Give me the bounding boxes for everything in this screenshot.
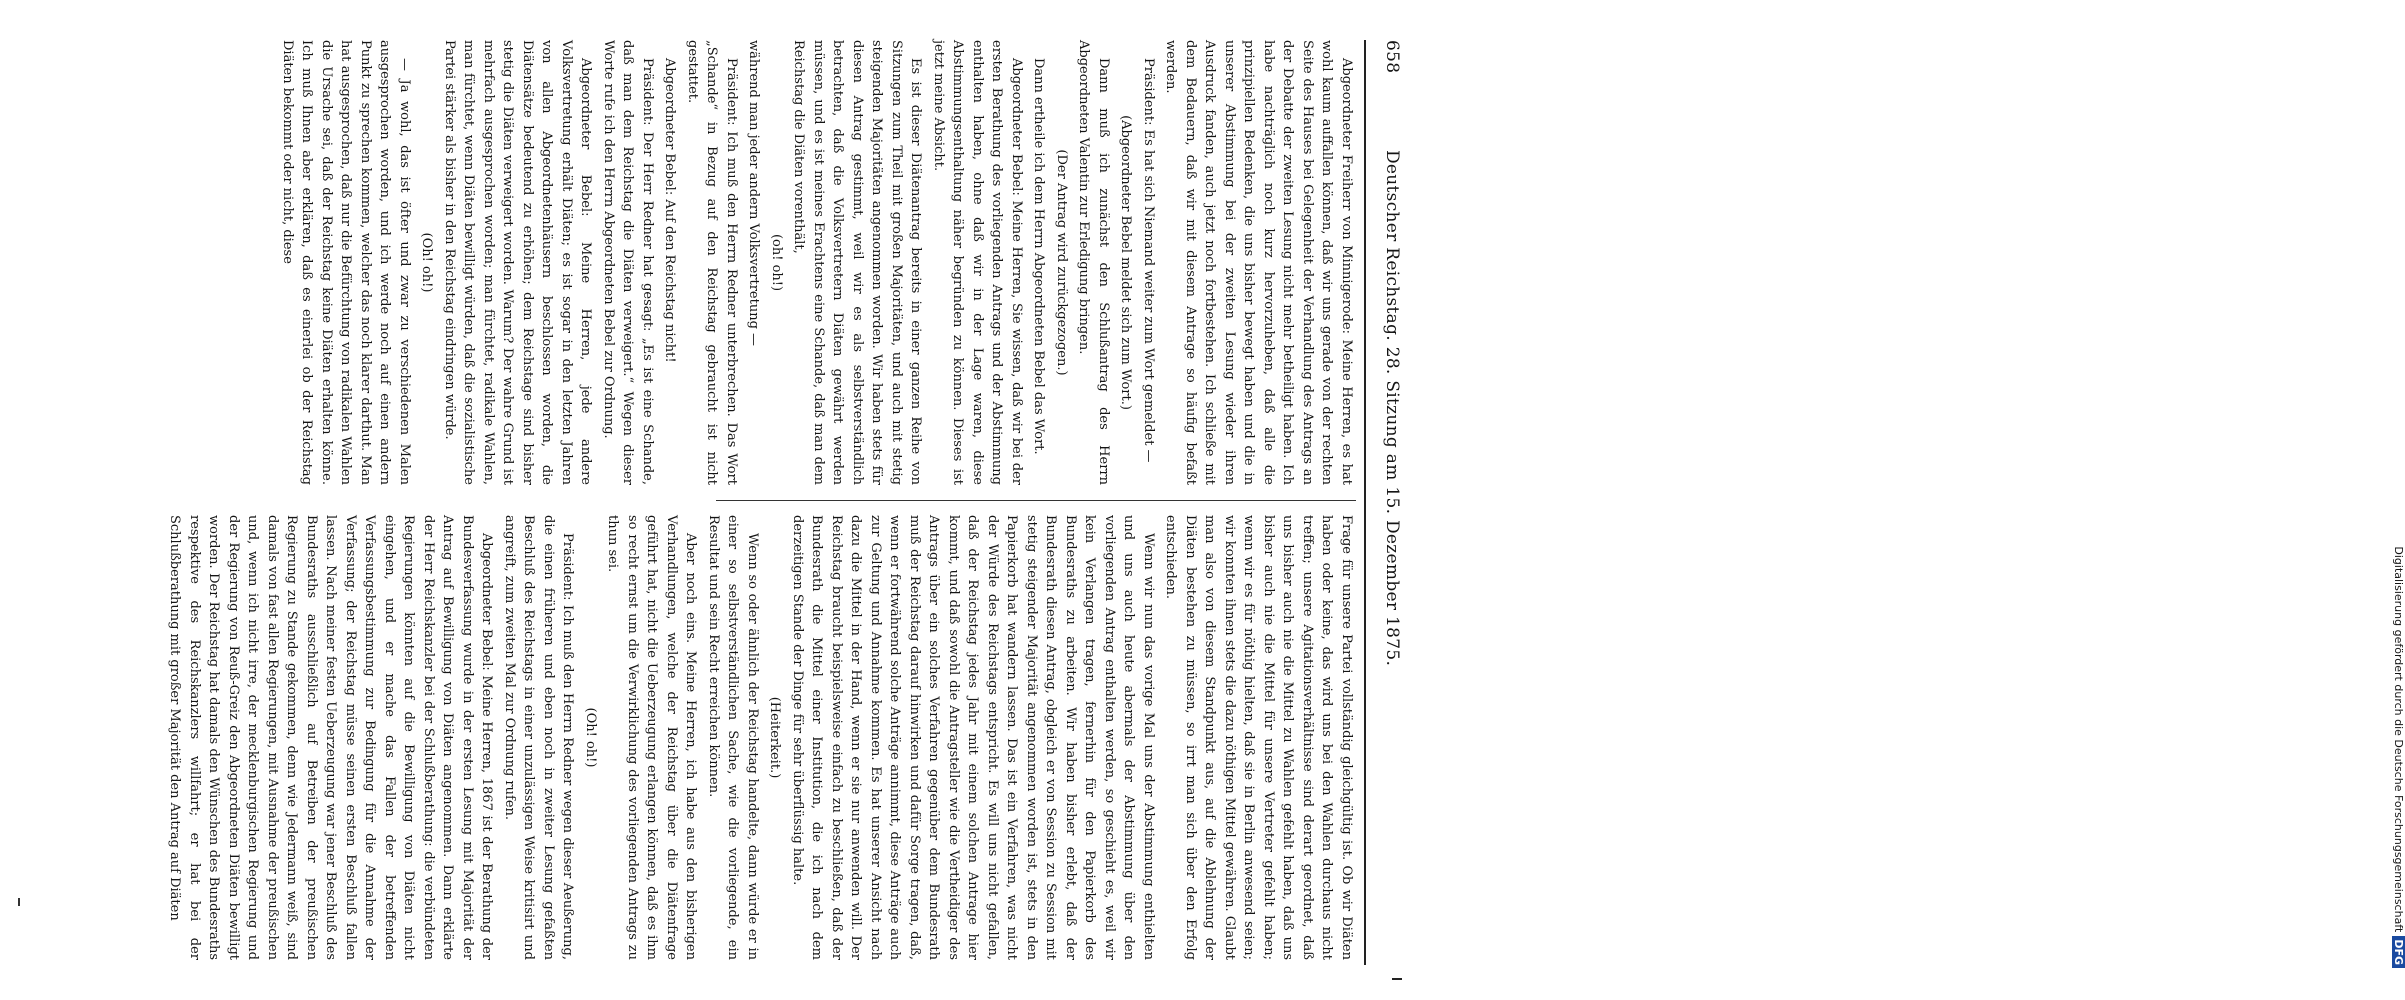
interjection: (Oh! oh!) [583, 707, 598, 768]
paragraph: Abgeordneter Bebel: Meine Herren, Sie wissen, daß wir bei der ersten Berathung des vorliegenden Antrags und der Abstimmung enthalten haben, ohne daß wir in der Lage waren, diese Abstimmungsenthaltung näher begründen zu können. Dieses ist jetzt meine Absicht. [931, 40, 1024, 485]
paragraph: Abgeordneter Bebel: Meine Herren, jede andere Volksvertretung erhält Diäten; es ist sogar in den letzten Jahren von allen Abgeordnetenhäusern beschlossen worden, die Diätensätze bedeutend zu erhöhen; dem Reichstage sind bisher stetig die Diäten verweigert worden. Warum? Der wahre Grund ist mehrfach ausgesprochen worden; man fürchtet, radikale Wahlen, man fürchtet, wenn Diäten bewilligt würden, daß die sozialistische Partei stärker als bisher in den Reichstag eindringen würde. [442, 40, 594, 485]
paragraph: Wenn wir nun das vorige Mal uns der Abstimmung enthielten und uns auch heute abermals der Abstimmung über den vorliegenden Antrag enthalten werden, so geschieht es, weil wir kein Verlangen tragen, fernerhin für den Papierkorb des Bundesraths zu arbeiten. Wir haben bisher erlebt, daß der Bundesrath diesen Antrag, obgleich er von Session zu Session mit stetig steigender Majorität angenommen worden ist, stets in den Papierkorb hat wandern lassen. Das ist ein Verfahren, was nicht der Würde des Reichstags entspricht. Es will uns nicht gefallen, daß der Reichstag jedes Jahr mit einem solchen Antrage hier kommt, und daß sowohl die Antragsteller wie die Vertheidiger des Antrags über ein solches Verfahren gegenüber dem Bundesrath muß der Reichstag darauf hinwirken und dafür Sorge tragen, daß, wenn er fortwährend solche Anträge annimmt, diese Anträge auch zur Geltung und Annahme kommen. Es hat unserer Ansicht nach dazu die Mittel in der Hand, wenn er sie nur anwenden will. Der Reichstag braucht beispielsweise einfach zu beschließen, daß der Bundesrath die Mittel einer Institution, die ich nach dem derzeitigen Stande der Dinge für sehr überflüssig halte. [790, 515, 1156, 960]
left-column [280, 40, 1356, 485]
dfg-logo: DFG [2392, 936, 2405, 968]
paragraph: Abgeordneter Freiherr von Minnigerode: Meine Herren, es hat wohl kaum auffallen können, daß wir uns gerade von der rechten Seite des Hauses bei Gelegenheit der Verhandlung des Antrags an der Debatte der zweiten Lesung nicht mehr betheiligt haben. Ich habe nachträglich noch kurz hervorzuheben, daß alle die prinzipiellen Bedenken, die uns bisher bewegt haben und die in unserer Abstimmung bei der zweiten Lesung wieder ihren Ausdruck fanden, auch jetzt noch fortbestehen. Ich schließe mit dem Bedauern, daß wir mit diesem Antrage so häufig befaßt werden. [1163, 40, 1354, 485]
paragraph: Abgeordneter Bebel: Meine Herren, 1867 ist der Berathung der Bundesverfassung wurde in der ersten Lesung mit Majorität der Antrag auf Bewilligung von Diäten angenommen. Dann erklärte der Herr Reichskanzler bei der Schlußberathung: die verbündeten Regierungen könnten auf die Bewilligung von Diäten nicht eingehen, und er mache das Fallen der betreffenden Verfassungsbestimmung zur Bedingung für die Annahme der Verfassung; der Reichstag müsse seinen ersten Beschluß fallen lassen. Nach meiner festen Ueberzeugung war jener Beschluß des Bundesraths ausschließlich auf Betreiben der preußischen Regierung zu Stande gekommen, denn wie Jedermann weiß, sind damals von fast allen Regierungen, mit Ausnahme der preußischen und, wenn ich nicht irre, der mecklenburgischen Regierung und der Regierung von Reuß-Greiz den Abgeordneten Diäten bewilligt worden. Der Reichstag hat damals den Wünschen des Bundesraths respektive des Reichskanzlers willfahrt; er hat bei der Schlußberathung mit großer Majorität den Antrag auf Diäten [167, 515, 495, 960]
paragraph: Dann ertheile ich dem Herrn Abgeordneten Bebel das Wort. [1031, 58, 1047, 455]
interjection: (Heiterkeit.) [767, 696, 783, 779]
stamp-text: Digitalisierung gefördert durch die Deutsche Forschungsgemeinschaft [2392, 546, 2405, 933]
paragraph: Es ist dieser Diätenantrag bereits in einer ganzen Reihe von Sitzungen zum Theil mit großen Majoritäten, und auch mit stetig steigenden Majoritäten angenommen worden. Wir haben stets für diesen Antrag gestimmt, weil wir es als selbstverständlich betrachten, daß die Volksvertretern Diäten gewährt werden müssen, und es ist meines Erachtens eine Schande, daß man dem Reichstag die Diäten vorenthält, [791, 40, 924, 485]
paragraph: Präsident: Der Herr Redner hat gesagt: „Es ist eine Schande, daß man dem Reichstag die Diäten verweigert.“ Wegen dieser Worte rufe ich den Herrn Abgeordneten Bebel zur Ordnung. [601, 40, 655, 485]
interjection: (oh! oh!) [769, 233, 784, 292]
header-rule [1364, 40, 1366, 965]
running-title: Deutscher Reichstag. 28. Sitzung am 15. Dezember 1875. [1382, 150, 1402, 667]
digitization-stamp [1405, 8, 2405, 988]
paragraph: — Ja wohl, das ist öfter und zwar zu verschiedenen Malen ausgesprochen worden, und ich werde noch auf einen andern Punkt zu sprechen kommen, welcher das noch klarer darthut. Man hat ausgesprochen, daß nur die Befürchtung von radikalen Wahlen die Ursache sei, daß der Reichstag keine Diäten erhalten könne. Ich muß Ihnen aber erklären, daß es einerlei ob der Reichstag Diäten bekommt oder nicht, diese [280, 40, 412, 485]
page-number: 658 [1382, 40, 1402, 74]
paragraph: Frage für unsere Partei vollständig gleichgültig ist. Ob wir Diäten haben oder keine, das wird uns bei den Wahlen durchaus nicht treffen; unsere Agitationsverhältnisse sind derart geordnet, daß uns bisher auch nie die Mittel zu Wahlen gefehlt haben, daß uns bisher auch nie die Mittel für unsere Vertreter gefehlt haben; wenn wir es für nöthig hielten, daß sie in Berlin anwesend seien; wir konnten ihnen stets die dazu nöthigen Mittel gewähren. Glaubt man also von diesem Standpunkt aus, auf die Ablehnung der Diäten bestehen zu müssen, so irrt man sich über den Erfolg entschieden. [1163, 515, 1354, 960]
paragraph: während man jeder andern Volksvertretung — [746, 40, 762, 347]
paragraph: Dann muß ich zunächst den Schlußantrag des Herrn Abgeordneten Valentin zur Erledigung bringen. [1076, 40, 1111, 485]
stage-direction: (Abgeordneter Bebel meldet sich zum Wort.) [1118, 115, 1134, 410]
pencil-mark [18, 898, 20, 906]
paragraph: Wenn so oder ähnlich der Reichstag handelte, dann würde er in einer so selbstverständlichen Sache, wie die vorliegende, ein Resultat und sein Recht erreichen können. [706, 515, 760, 960]
right-column [167, 515, 1356, 960]
paragraph: Präsident: Ich muß den Herrn Redner unterbrechen. Das Wort „Schande“ in Bezug auf den Reichstag gebraucht ist nicht gestattet. [685, 40, 739, 485]
interjection: (Oh! oh!) [419, 232, 435, 293]
stage-direction: (Der Antrag wird zurückgezogen.) [1054, 149, 1069, 376]
paragraph: Präsident: Es hat sich Niemand weiter zum Wort gemeldet — [1141, 58, 1156, 463]
paragraph: Abgeordneter Bebel: Auf den Reichstag nicht! [662, 58, 678, 363]
paragraph: Aber noch eins. Meine Herren, ich habe aus den bisherigen Verhandlungen, welche der Reichstag über die Diätenfrage geführt hat, nicht die Ueberzeugung erlangen können, daß es ihm so recht ernst um die Verwirklichung des vorliegenden Antrags zu thun sei. [605, 515, 699, 960]
corner-mark [1392, 978, 1402, 980]
column-divider [716, 500, 1356, 501]
paragraph: Präsident: Ich muß den Herrn Redner wegen dieser Aeußerung, die einen früheren und eben noch in zweiter Lesung gefaßten Beschluß des Reichstags in einer unzulässigen Weise kritisirt und angreift, zum zweiten Mal zur Ordnung rufen. [502, 515, 576, 960]
